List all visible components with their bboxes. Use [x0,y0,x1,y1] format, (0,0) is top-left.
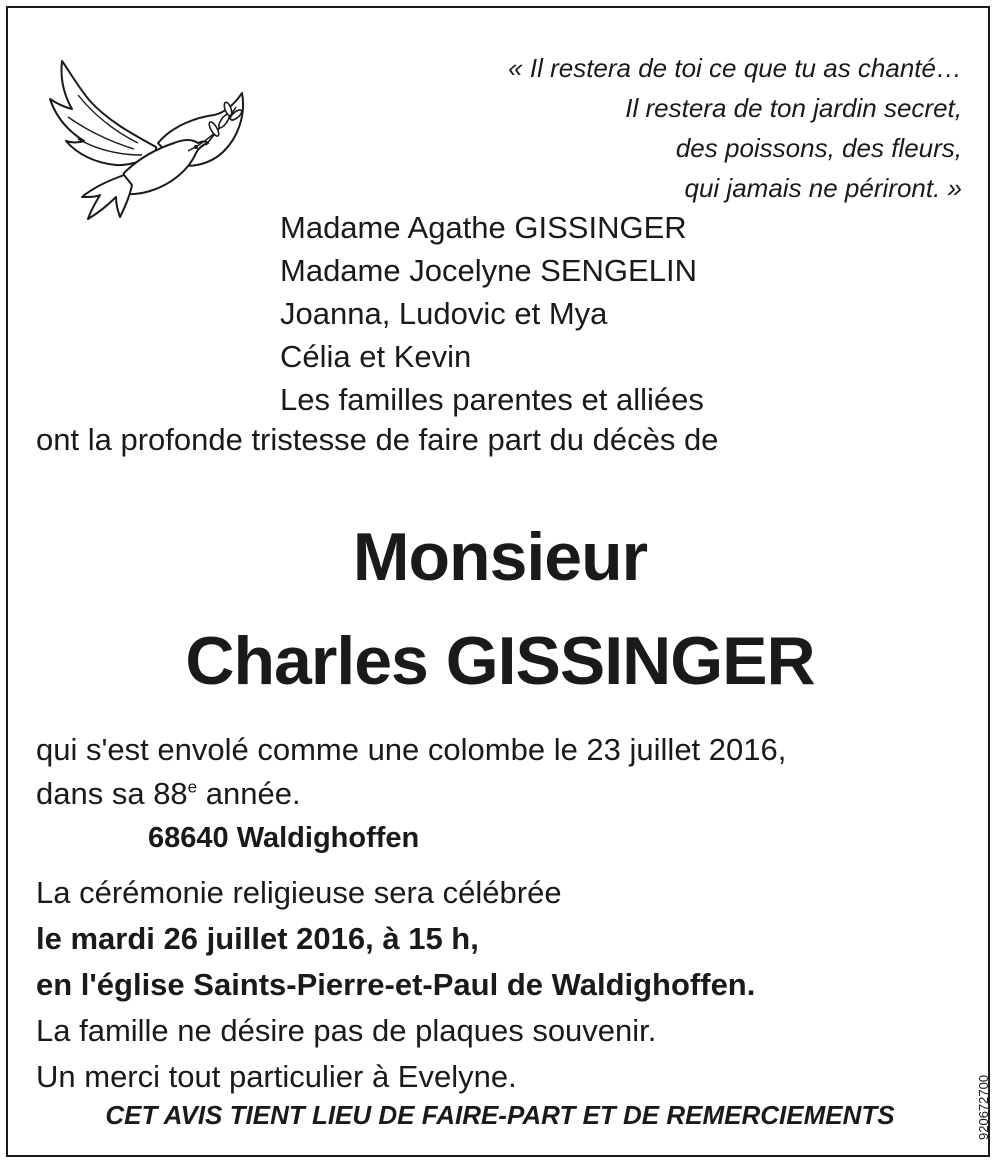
quote-line: qui jamais ne périront. » [684,173,962,203]
family-member: Célia et Kevin [280,339,472,374]
ceremony-intro: La cérémonie religieuse sera célébrée [36,875,562,910]
deceased-name: Charles GISSINGER [185,623,815,699]
ceremony-details [36,870,755,1100]
death-details [36,728,786,816]
family-member: Madame Jocelyne SENGELIN [280,253,697,288]
dove-icon [38,55,250,223]
footer-notice: CET AVIS TIENT LIEU DE FAIRE-PART ET DE REMERCIEMENTS [105,1100,895,1130]
quote-line: des poissons, des fleurs, [675,133,962,163]
note-line: Un merci tout particulier à Evelyne. [36,1059,517,1094]
death-date-line: qui s'est envolé comme une colombe le 23 juillet 2016, [36,732,787,767]
family-member: Madame Agathe GISSINGER [280,210,687,245]
address: 68640 Waldighoffen [148,822,420,854]
age-line [36,772,786,816]
deceased-title: Monsieur [352,519,648,595]
family-list [280,206,704,421]
announcement-intro: ont la profonde tristesse de faire part du décès de [36,422,719,457]
age-prefix: dans sa 88 [36,776,188,811]
reference-number: 920672700 [976,1074,991,1140]
quote-line: « Il restera de toi ce que tu as chanté… [508,53,962,83]
ceremony-place: en l'église Saints-Pierre-et-Paul de Waldighoffen. [36,967,756,1002]
quote-line: Il restera de ton jardin secret, [625,93,962,123]
family-member: Les familles parentes et alliées [280,382,704,417]
epigraph-quote [508,48,962,208]
note-line: La famille ne désire pas de plaques souvenir. [36,1013,657,1048]
family-member: Joanna, Ludovic et Mya [280,296,608,331]
age-suffix: année. [197,776,301,811]
ceremony-date: le mardi 26 juillet 2016, à 15 h, [36,921,479,956]
age-superscript: e [187,777,198,797]
